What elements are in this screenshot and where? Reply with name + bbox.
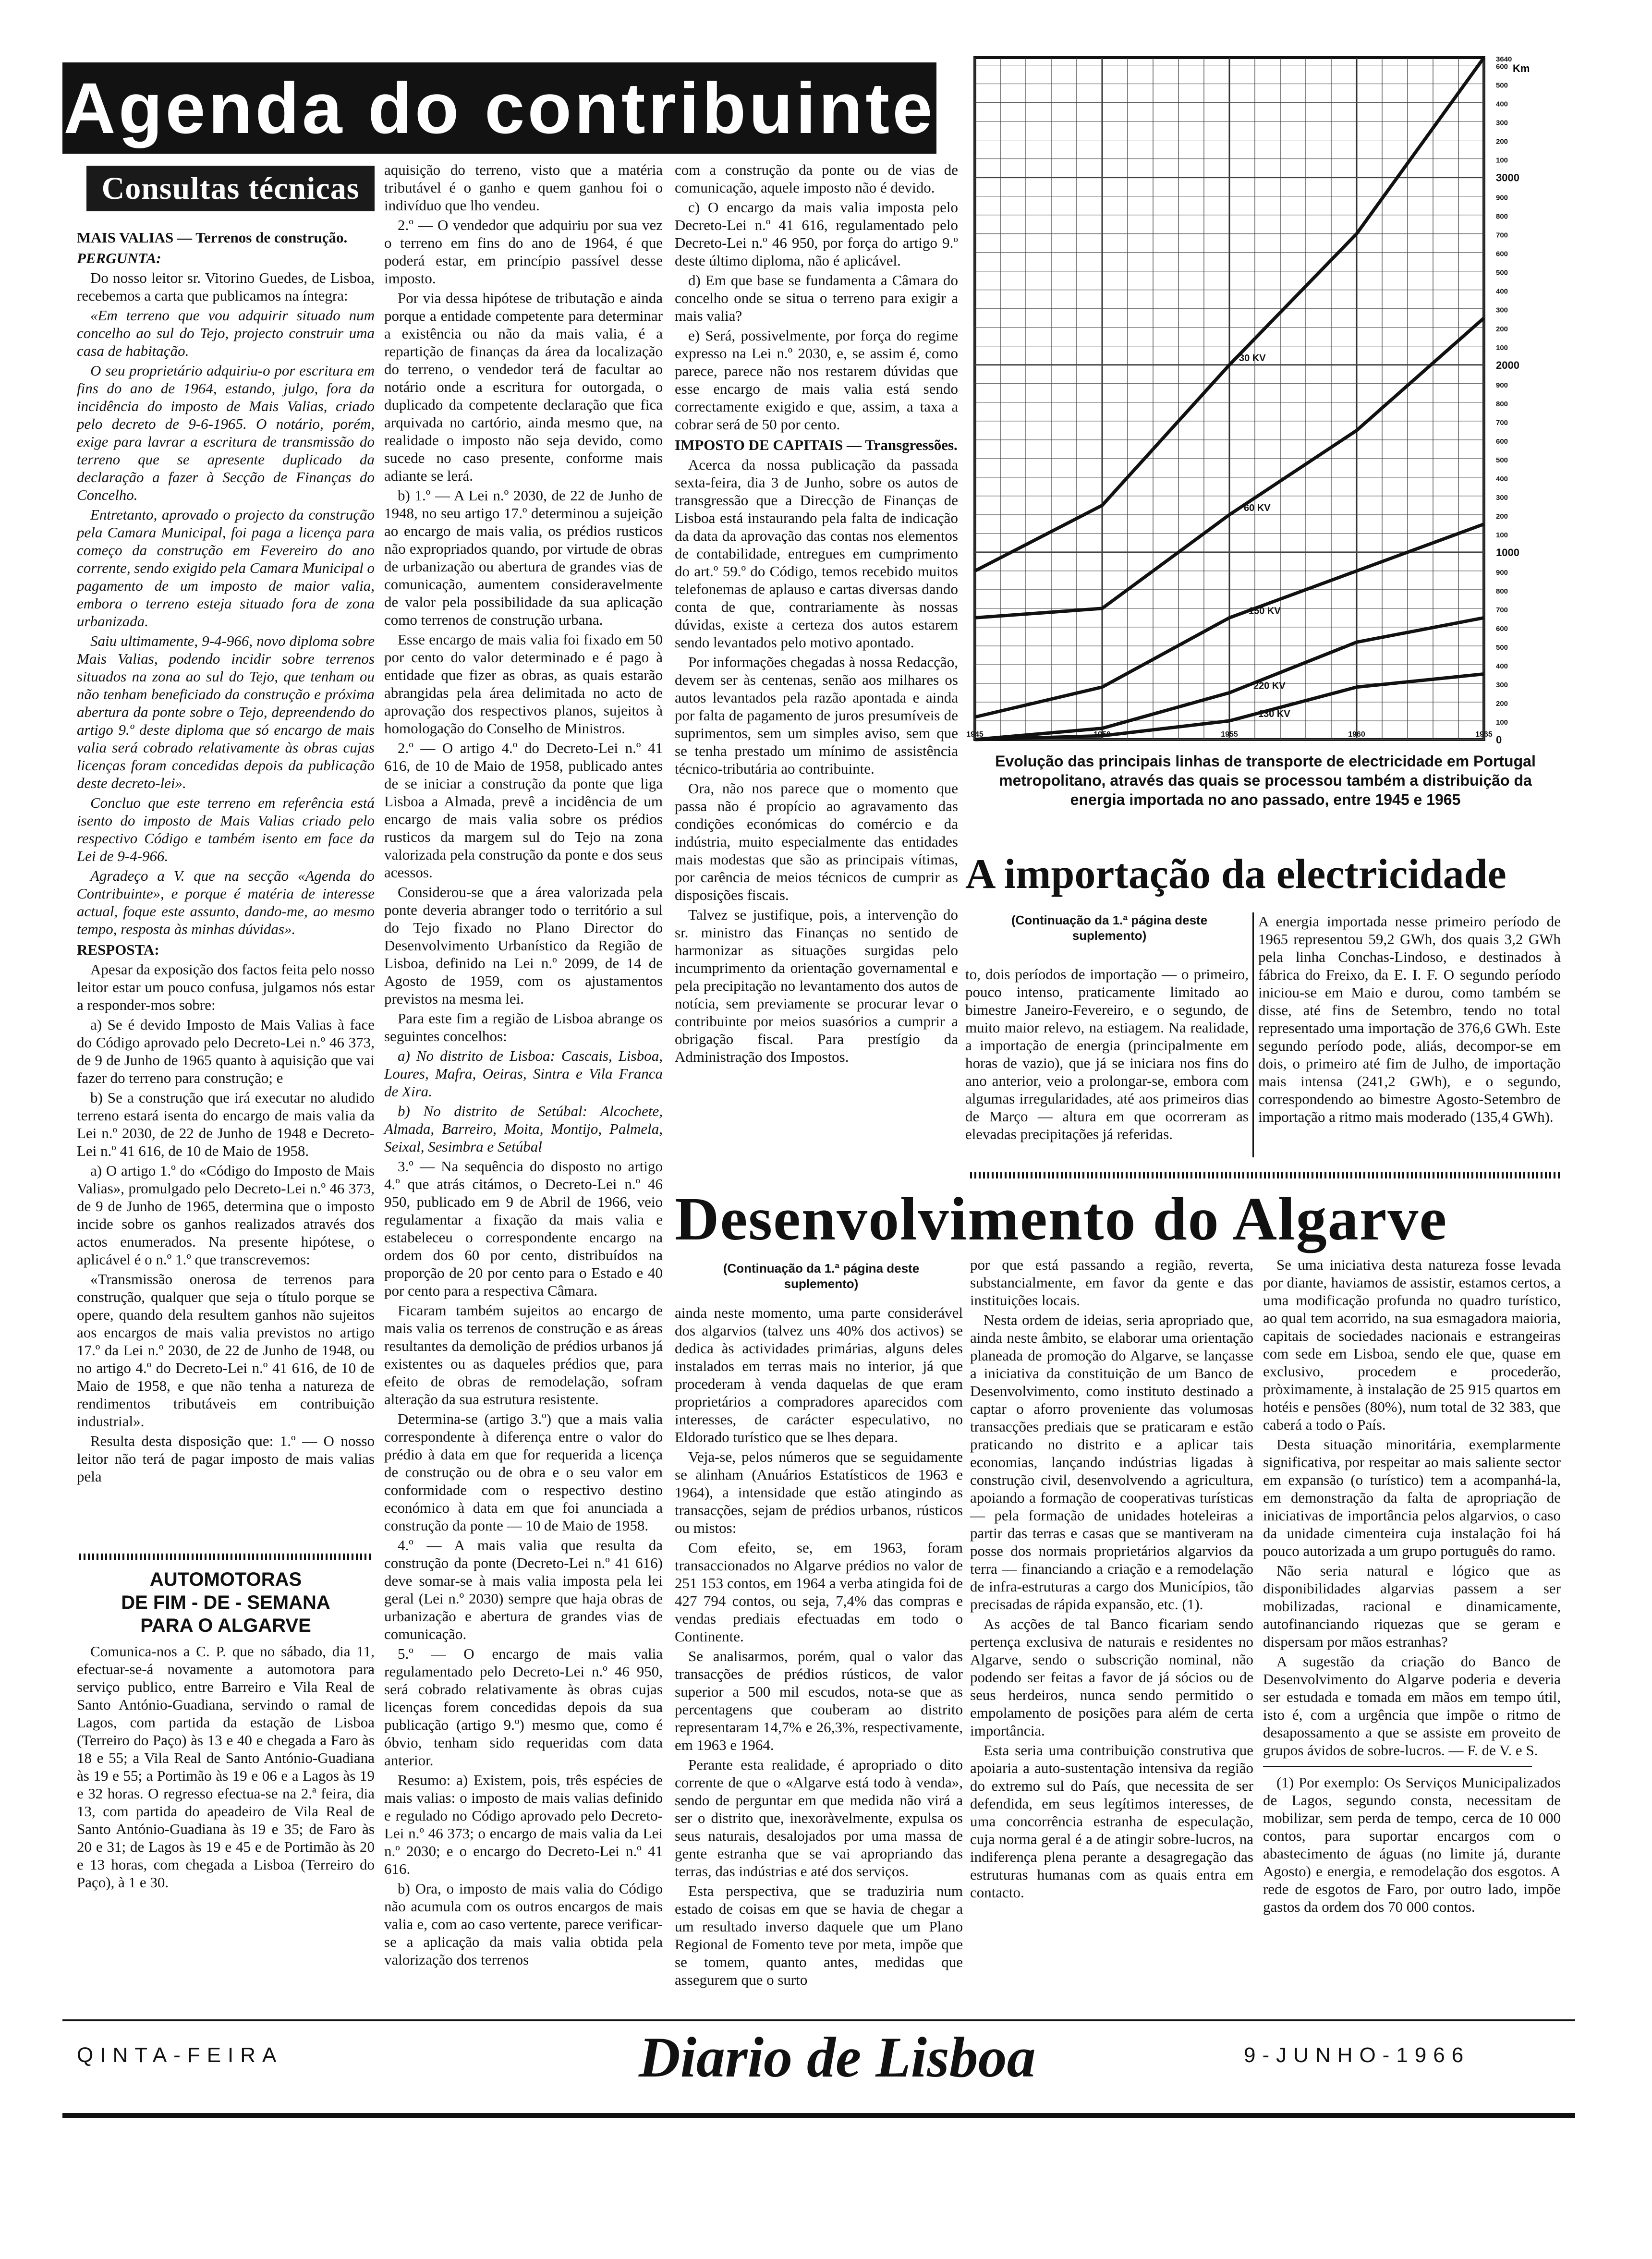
y-axis-label: Km bbox=[1513, 62, 1530, 74]
paragraph: Por via dessa hipótese de tributação e ainda porque a entidade competente para determinar a existência ou não da mais valia, é a repartição de finanças da área da localização do terreno, o vendedor terá de facultar ao notário onde a escritura for outorgada, o duplicado da competente declaração que fica arquivada no cartório, ainda mesmo que, na realidade o imposto não seja devido, como sucede no caso presente, conforme mais adiante se lerá. bbox=[384, 290, 663, 484]
y-tick-label: 2000 bbox=[1496, 359, 1519, 371]
article-separator bbox=[970, 1172, 1561, 1178]
paragraph: aquisição do terreno, visto que a matéria tributável é o ganho e quem ganhou foi o indivíduo que lho vendeu. bbox=[384, 161, 663, 214]
paragraph: Ora, não nos parece que o momento que passa não é propício ao agravamento das condições económicas do comércio e da indústria, muito especialmente das entidades mais modestas que são as principais vítimas, por carência de meios técnicos de cumprir as disposições fiscais. bbox=[675, 780, 958, 903]
y-tick-label: 100 bbox=[1496, 343, 1508, 352]
x-tick-label: 1955 bbox=[1221, 730, 1238, 739]
y-tick-label: 100 bbox=[1496, 156, 1508, 165]
y-tick-label: 200 bbox=[1496, 699, 1508, 708]
y-tick-label: 300 bbox=[1496, 680, 1508, 689]
answer-label: RESPOSTA: bbox=[77, 941, 159, 958]
y-tick-label: 900 bbox=[1496, 381, 1508, 389]
series-label: 30 KV bbox=[1239, 352, 1266, 364]
chart-caption: Evolução das principais linhas de transporte de electricidade em Portugal metropolitano, através das quais se processou também a distribuição da energia importada no ano passado, entre 1945 e 1965 bbox=[995, 753, 1536, 808]
y-tick-label: 600 bbox=[1496, 62, 1508, 71]
y-tick-labels bbox=[1496, 55, 1519, 746]
footer-top-rule bbox=[62, 2019, 1575, 2021]
paragraph: Por informações chegadas à nossa Redacção, devem ser às centenas, senão aos milhares os autos levantados pela razão apontada e ainda por falta de pagamento de juros presumíveis de suprimentos, sem um simples aviso, sem que se tenha prestado um mínimo de assistência técnico-tributária ao contribuinte. bbox=[675, 654, 958, 777]
y-tick-label: 600 bbox=[1496, 437, 1508, 446]
note-rule bbox=[1263, 1766, 1532, 1767]
y-tick-label: 1000 bbox=[1496, 546, 1519, 559]
paragraph: 4.º — A mais valia que resulta da construção da ponte (Decreto-Lei n.º 41 616) deve somar-se à mais valia imposta pela lei geral (Lei n.º 2030) sempre que haja obras de urbanização e abertura de grandes vias de comunicação. bbox=[384, 1537, 663, 1642]
paragraph: 2.º — O vendedor que adquiriu por sua vez o terreno em fins do ano de 1964, é que poderá estar, em princípio passível desse imposto. bbox=[384, 217, 663, 287]
y-tick-label: 200 bbox=[1496, 512, 1508, 521]
y-tick-label: 100 bbox=[1496, 531, 1508, 539]
y-tick-label: 600 bbox=[1496, 250, 1508, 258]
x-tick-label: 1950 bbox=[1093, 730, 1111, 739]
paragraph: Entretanto, aprovado o projecto da construção pela Camara Municipal, foi paga a licença para começo da construção em Fevereiro do ano corrente, sendo exigido pela Camara Municipal o pagamento de um imposto de maior valia, embora o terreno esteja situado fora de zona urbanizada. bbox=[77, 506, 375, 630]
paragraph: «Em terreno que vou adquirir situado num concelho ao sul do Tejo, projecto construir uma casa de habitação. bbox=[77, 307, 375, 359]
paragraph: Resumo: a) Existem, pois, três espécies de mais valias: o imposto de mais valias definido e regulado no Código aprovado pelo Decreto-Lei n.º 46 373; o encargo de mais valia da Lei n.º 2030; e o encargo do Decreto-Lei n.º 41 616. bbox=[384, 1772, 663, 1877]
y-tick-label: 700 bbox=[1496, 231, 1508, 240]
electricity-headline: A importação da electricidade bbox=[965, 851, 1506, 898]
topic-heading: IMPOSTO DE CAPITAIS — Transgressões. bbox=[675, 437, 958, 453]
paragraph: b) 1.º — A Lei n.º 2030, de 22 de Junho de 1948, no seu artigo 17.º determinou a sujeição ao encargo de mais valia, os prédios rusticos não expropriados quando, por virtude de obras de urbanização ou abertura de grandes vias de comunicação, aumentem consideravelmente de valor pela possibilidade da sua aplicação como terrenos de construção urbana. bbox=[384, 487, 663, 628]
automotoras-heading: AUTOMOTORAS DE FIM - DE - SEMANA PARA O ALGARVE bbox=[121, 1569, 330, 1636]
y-tick-label: 300 bbox=[1496, 306, 1508, 315]
y-tick-label: 300 bbox=[1496, 119, 1508, 127]
paragraph: Acerca da nossa publicação da passada sexta-feira, dia 3 de Junho, sobre os autos de transgressão que a Direcção de Finanças de Lisboa está instaurando pela falta de indicação da data da aprovação das contas nos elementos de contabilidade, entregues em cumprimento do art.º 59.º do Código, temos recebido muitos telefonemas de aplauso e cartas diversas dando conta de que, contrariamente às nossas dúvidas, existe a certeza dos autos estarem sendo levantados pelo motivo apontado. bbox=[675, 456, 958, 651]
topic-heading: MAIS VALIAS — Terrenos de construção. bbox=[77, 229, 348, 246]
y-tick-label: 0 bbox=[1496, 734, 1502, 746]
paragraph: 2.º — O artigo 4.º do Decreto-Lei n.º 41 616, de 10 de Maio de 1958, publicado antes de se iniciar a construção da ponte que liga Lisboa a Almada, prevê a incidência de um encargo de mais valia sobre os prédios rusticos da margem sul do Tejo na zona valorizada pela construção da ponte e dos seus acessos. bbox=[384, 740, 663, 881]
y-tick-label: 100 bbox=[1496, 718, 1508, 727]
question-label: PERGUNTA: bbox=[77, 250, 161, 267]
y-tick-label: 200 bbox=[1496, 325, 1508, 333]
paragraph: Para este fim a região de Lisboa abrange os seguintes concelhos: bbox=[384, 1010, 663, 1044]
y-tick-label: 400 bbox=[1496, 662, 1508, 670]
paragraph: b) No distrito de Setúbal: Alcochete, Almada, Barreiro, Moita, Montijo, Palmela, Seixal, Sesimbra e Setúbal bbox=[384, 1103, 663, 1155]
chart-grid bbox=[975, 58, 1484, 740]
paragraph: a) No distrito de Lisboa: Cascais, Lisboa, Loures, Mafra, Oeiras, Sintra e Vila Franca de Xira. bbox=[384, 1047, 663, 1100]
paragraph: 5.º — O encargo de mais valia regulamentado pelo Decreto-Lei n.º 46 950, será cobrado relativamente às obras cujas licenças forem concedidas depois da sua publicação (artigo 9.º) mesmo que, como é óbvio, tenham sido requeridas com data anterior. bbox=[384, 1645, 663, 1769]
section-label: Consultas técnicas bbox=[86, 166, 375, 211]
y-tick-label: 900 bbox=[1496, 194, 1508, 202]
paragraph: Saiu ultimamente, 9-4-966, novo diploma sobre Mais Valias, podendo incidir sobre terrenos situados na zona ao sul do Tejo, que tenham ou não tenham beneficiado da construção e próxima abertura da ponte sobre o Tejo, depreendendo do artigo 9.º deste diploma que só encargo de mais valia será cobrado relativamente às obras cujas licenças foram concedidas depois da publicação deste decreto-lei». bbox=[77, 632, 375, 791]
y-tick-label: 800 bbox=[1496, 212, 1508, 221]
algarve-col-2: por que está passando a região, reverta, substancialmente, em favor da gente e das instituições locais. Nesta ordem de ideias, seria apropriado que, ainda neste âmbito, se elaborar uma orientação planeada de promoção do Algarve, se lançasse a iniciativa da constituição de um Banco de Desenvolvimento, como instituto destinado a captar o aforro proveniente das volumosas transacções prediais que se praticaram e estão praticando no distrito e a aplicar tais economias, lançando indústrias ligadas à construção civil, desenvolvendo a agricultura, apoiando a formação de cooperativas turísticas — pela formação de unidades hoteleiras a partir das terras e casas que se mantiveram na posse dos normais proprietários algarvios da terra — financiando a criação e a remodelação de infra-estruturas a cargo dos Municípios, tão precisadas de rápida expansão, etc. (1). As acções de tal Banco ficariam sendo pertença exclusiva de naturais e residentes no Algarve, sendo o subscrição nominal, não podendo ser feitas a favor de já sócios ou de seus herdeiros, nunca sendo permitido o empolamento de posições para além de certa importância. Esta seria uma contribuição construtiva que apoiaria a auto-sustentação intensiva da região do extremo sul do País, que necessita de ser defendida, em seus legítimos interesses, de uma concorrência estranha de especulação, cuja norma geral é a de atingir sobre-lucros, na indiferença plena perante a desagregação das estruturas humanas com as quais entra em contacto. bbox=[970, 1256, 1253, 1901]
electricity-lines-chart bbox=[966, 53, 1566, 746]
x-tick-label: 1965 bbox=[1475, 730, 1493, 739]
footnote: (1) Por exemplo: Os Serviços Municipalizados de Lagos, segundo consta, necessitam de mobilizar, sem perda de tempo, cerca de 10 000 contos, para suportar encargos com o abastecimento de águas (no limite já, durante Agosto) e energia, e remodelação dos esgotos. A rede de esgotos de Faro, por outro lado, impõe gastos da ordem dos 70 000 contos. bbox=[1263, 1774, 1561, 1915]
paragraph: O seu proprietário adquiriu-o por escritura em fins do ano de 1964, estando, julgo, fora da incidência do imposto de Mais Valias, criado pelo decreto de 9-6-1965. O notário, porém, exige para lavrar a escritura de transmissão do terreno que se apresente duplicado da declaração a fazer à Secção de Finanças do Concelho. bbox=[77, 362, 375, 503]
y-tick-label: 500 bbox=[1496, 456, 1508, 464]
paragraph: d) Em que base se fundamenta a Câmara do concelho onde se situa o terreno para exigir a mais valia? bbox=[675, 272, 958, 324]
algarve-col-3: Se uma iniciativa desta natureza fosse levada por diante, haviamos de assistir, estamos certos, a uma modificação profunda no quadro turístico, ao qual tem acorrido, na sua esmagadora maioria, capitais de sociedades nacionais e estrangeiras com sede em Lisboa, sendo ele que, quase em exclusivo, procedem e procederão, pròximamente, à instalação de 25 915 quartos em hotéis e pensões (80%), num total de 32 383, que caberá a todo o País. Desta situação minoritária, exemplarmente significativa, por respeitar ao mais saliente sector em expansão (o turístico) tem a acompanhá-la, em demonstração da falta de apropriação de iniciativas de importância pelos algarvios, o caso da unidade cimenteira cuja instalação foi há pouco autorizada a um grupo português do ramo. Não seria natural e lógico que as disponibilidades algarvias passem a ser mobilizadas, racional e dinamicamente, autofinanciando riquezas que se geram e dispersam por mãos estranhas? A sugestão da criação do Banco de Desenvolvimento do Algarve poderia e deveria ser estudada e tomada em mãos em tempo útil, isto é, com a urgência que impõe o ritmo de desapossamento a que se assiste em proveito de grupos ávidos de sobre-lucros. — F. de V. e S. (1) Por exemplo: Os Serviços Municipalizados de Lagos, segundo consta, necessitam de mobilizar, sem perda de tempo, cerca de 10 000 contos, para suportar encargos com o abastecimento de águas (no limite já, durante Agosto) e energia, e remodelação dos esgotos. A rede de esgotos de Faro, por outro lado, impõe gastos da ordem dos 70 000 contos. bbox=[1263, 1256, 1561, 1915]
electricity-col-2: A energia importada nesse primeiro período de 1965 representou 59,2 GWh, dos quais 3,2 GWh pela linha Conchas-Lindoso, e destinados à fábrica do Freixo, da E. I. F. O segundo período iniciou-se em Maio e durou, como também se disse, até fins de Setembro, tendo no total representado uma importação de 376,6 GWh. Este segundo período pode, aliás, decompor-se em dois, o primeiro até fim de Julho, de importação mais intensa (241,2 GWh), e o segundo, correspondendo ao bimestre Agosto-Setembro de importação a ritmo mais moderado (135,4 GWh). bbox=[1258, 913, 1561, 1125]
y-tick-label: 400 bbox=[1496, 474, 1508, 483]
y-tick-label: 900 bbox=[1496, 568, 1508, 577]
column-1 bbox=[77, 226, 375, 1546]
algarve-headline: Desenvolvimento do Algarve bbox=[675, 1185, 1448, 1253]
paragraph: Determina-se (artigo 3.º) que a mais valia correspondente à diferença entre o valor do prédio à data em que for requerida a licença de construção ou de obra e o seu valor em conformidade com o respectivo destino económico à data em que foi anunciada a construção da ponte — 10 de Maio de 1958. bbox=[384, 1410, 663, 1534]
paragraph: Concluo que este terreno em referência está isento do imposto de Mais Valias criado pelo respectivo Código e também isento em face da Lei de 9-4-966. bbox=[77, 794, 375, 864]
series-label: 220 KV bbox=[1253, 680, 1286, 692]
paragraph: Considerou-se que a área valorizada pela ponte deveria abranger todo o território a sul do Tejo fixado no Plano Director do Desenvolvimento Urbanístico da Região de Lisboa, definido na Lei n.º 2099, de 14 de Agosto de 1959, com os ajustamentos previstos na mesma lei. bbox=[384, 884, 663, 1007]
y-tick-label: 700 bbox=[1496, 606, 1508, 614]
x-tick-label: 1945 bbox=[966, 730, 984, 739]
electricity-col-1: to, dois períodos de importação — o primeiro, pouco intenso, praticamente limitado ao bimestre Janeiro-Fevereiro, e o segundo, de muito maior relevo, na estiagem. Na realidade, a importação de energia (principalmente em horas de vazio), que já se iniciara nos fins do ano anterior, veio a prolongar-se, embora com algumas irregularidades, até aos primeiros dias de Março — altura em que ocorreram as elevadas precipitações já referidas. bbox=[965, 966, 1249, 1142]
continuation-note: (Continuação da 1.ª página deste suplemento) bbox=[723, 1261, 920, 1291]
paragraph: Apesar da exposição dos factos feita pelo nosso leitor estar um pouco confusa, julgamos nós estar a responder-mos sobre: bbox=[77, 961, 375, 1013]
paragraph: Esse encargo de mais valia foi fixado em 50 por cento do valor determinado e é pago à entidade que fizer as obras, as quais estarão abrangidas pela área delimitada no acto de aprovação dos respectivos planos, sujeitos à homologação do Conselho de Ministros. bbox=[384, 631, 663, 737]
paragraph: e) Será, possivelmente, por força do regime expresso na Lei n.º 2030, e, se assim é, como parece, parece não nos restarem dúvidas que esse encargo de mais valia está sendo correctamente exigido e que, assim, a taxa a cobrar será de 50 por cento. bbox=[675, 327, 958, 433]
paragraph: b) Ora, o imposto de mais valia do Código não acumula com os outros encargos de mais valia e, com ao caso vertente, parece verificar-se a aplicação da mais valia obtida pela valorização dos terrenos bbox=[384, 1880, 663, 1968]
y-tick-label: 3000 bbox=[1496, 171, 1519, 184]
paragraph: com a construção da ponte ou de vias de comunicação, aquele imposto não é devido. bbox=[675, 161, 958, 196]
x-tick-label: 1960 bbox=[1348, 730, 1365, 739]
continuation-note: (Continuação da 1.ª página deste suplemento) bbox=[1011, 913, 1208, 943]
paragraph: a) Se é devido Imposto de Mais Valias à face do Código aprovado pelo Decreto-Lei n.º 46 373, de 9 de Junho de 1965 quanto à aquisição que vai fazer do terreno para construção; e bbox=[77, 1016, 375, 1086]
paragraph: a) O artigo 1.º do «Código do Imposto de Mais Valias», promulgado pelo Decreto-Lei n.º 46 373, de 9 de Junho de 1965, determina que o imposto incide sobre os ganhos realizados através dos actos enumerados. Na presente hipótese, o aplicável é o n.º 1.º que transcrevemos: bbox=[77, 1162, 375, 1268]
series-label: 60 KV bbox=[1244, 502, 1271, 513]
footer-day: QINTA-FEIRA bbox=[77, 2043, 283, 2067]
column-2 bbox=[384, 161, 663, 2010]
y-tick-label: 600 bbox=[1496, 624, 1508, 633]
masthead-logo: Diario de Lisboa bbox=[639, 2025, 1036, 2089]
paragraph: Resulta desta disposição que: 1.º — O nosso leitor não terá de pagar imposto de mais valias pela bbox=[77, 1433, 375, 1485]
y-tick-label: 500 bbox=[1496, 81, 1508, 90]
paragraph: Do nosso leitor sr. Vitorino Guedes, de Lisboa, recebemos a carta que publicamos na íntegra: bbox=[77, 269, 375, 304]
y-tick-label: 3640 bbox=[1496, 55, 1512, 63]
section-banner: Agenda do contribuinte bbox=[62, 62, 936, 154]
series-label: 130 KV bbox=[1258, 708, 1290, 719]
y-tick-label: 500 bbox=[1496, 268, 1508, 277]
algarve-col-1: ainda neste momento, uma parte considerável dos algarvios (talvez uns 40% dos activos) se dedica às actividades primárias, alguns deles instalados em terras mais no interior, já que procederam à venda daquelas de que eram proprietários a compradores aparecidos com interesses, de carácter especulativo, no Eldorado turístico que se lhes depara. Veja-se, pelos números que se seguidamente se alinham (Anuários Estatísticos de 1963 e 1964), a intensidade que estão atingindo as transacções, sejam de prédios urbanos, rústicos ou mistos: Com efeito, se, em 1963, foram transaccionados no Algarve prédios no valor de 251 153 contos, em 1964 a verba atingida foi de 427 794 contos, ou seja, 7,4% das compras e vendas prediais efectuadas em todo o Continente. Se analisarmos, porém, qual o valor das transacções de prédios rústicos, de valor superior a 500 mil escudos, nota-se que as percentagens que couberam ao distrito representaram 14,7% e 26,3%, respectivamente, em 1963 e 1964. Perante esta realidade, é apropriado o dito corrente de que o «Algarve está todo à venda», sendo de perguntar em que medida não virá a ser o distrito que, inexoràvelmente, expulsa os seus naturais, desalojados por uma massa de gente estranha que se vai apropriando das terras, das indústrias e até dos serviços. Esta perspectiva, que se traduziria num estado de coisas em que se havia de chegar a um resultado inverso daquele que um Plano Regional de Fomento teve por meta, impõe que se tomem, quanto antes, medidas que assegurem que o surto bbox=[675, 1304, 963, 1988]
paragraph: «Transmissão onerosa de terrenos para construção, qualquer que seja o título porque se opere, quando dela resultem ganhos não sujeitos aos encargos de mais valia previstos no artigo 17.º da Lei n.º 2030, de 22 de Junho de 1948, ou no artigo 4.º do Decreto-Lei n.º 41 616, de 10 de Maio de 1958, e que não tenha a natureza de rendimentos tributáveis em contribuição industrial». bbox=[77, 1271, 375, 1430]
series-label: 150 KV bbox=[1249, 606, 1281, 617]
paragraph: Talvez se justifique, pois, a intervenção do sr. ministro das Finanças no sentido de harmonizar as situações surgidas pelo incumprimento da orientação governamental e pela precipitação no levantamento dos autos de notícia, sem previamente se procurar levar o contribuinte por meios suasórios a cumprir a obrigação fiscal. Para prestígio da Administração dos Impostos. bbox=[675, 906, 958, 1065]
paragraph: c) O encargo da mais valia imposta pelo Decreto-Lei n.º 41 616, regulamentado pelo Decreto-Lei n.º 46 950, por força do artigo 9.º deste último diploma, não é aplicável. bbox=[675, 199, 958, 269]
y-tick-label: 800 bbox=[1496, 400, 1508, 408]
y-tick-label: 700 bbox=[1496, 418, 1508, 427]
column-3 bbox=[675, 161, 958, 1160]
automotoras-body: Comunica-nos a C. P. que no sábado, dia 11, efectuar-se-á novamente a automotora para serviço publico, entre Barreiro e Vila Real de Santo António-Guadiana, servindo o ramal de Lagos, com partida da estação de Lisboa (Terreiro do Paço) às 13 e 40 e chegada a Faro às 18 e 55; a Vila Real de Santo António-Guadiana às 19 e 55; a Portimão às 19 e 06 e a Lagos às 19 e 32 horas. O regresso efectua-se na 2.ª feira, dia 13, com partida do apeadeiro de Vila Real de Santo António-Guadiana às 19 e 35; de Faro às 20 e 31; de Lagos às 19 e 45 e de Portimão às 20 e 13 horas, com chegada a Lisboa (Terreiro do Paço), à 1 e 30. bbox=[77, 1643, 375, 1891]
y-tick-label: 500 bbox=[1496, 643, 1508, 652]
y-tick-label: 200 bbox=[1496, 137, 1508, 146]
y-tick-label: 400 bbox=[1496, 100, 1508, 109]
footer-bottom-rule bbox=[62, 2113, 1575, 2118]
column-separator bbox=[79, 1554, 372, 1560]
footer-date: 9-JUNHO-1966 bbox=[1244, 2043, 1470, 2067]
paragraph: b) Se a construção que irá executar no aludido terreno estará isenta do encargo de mais valia da Lei n.º 2030, de 22 de Junho de 1948 e Decreto-Lei n.º 41 616, de 10 de Maio de 1958. bbox=[77, 1089, 375, 1159]
y-tick-label: 800 bbox=[1496, 587, 1508, 595]
paragraph: 3.º — Na sequência do disposto no artigo 4.º que atrás citámos, o Decreto-Lei n.º 46 950, publicado em 9 de Abril de 1966, veio regulamentar a fixação da mais valia e estabeleceu o correspondente encargo na ordem dos 60 por cento, distribuídos na proporção de 20 por cento para o Estado e 40 por cento para a respectiva Câmara. bbox=[384, 1158, 663, 1299]
y-tick-label: 300 bbox=[1496, 493, 1508, 502]
paragraph: Agradeço a V. que na secção «Agenda do Contribuinte», e porque é matéria de interesse actual, foque este assunto, dando-me, ao mesmo tempo, resposta às minhas dúvidas». bbox=[77, 867, 375, 937]
y-tick-label: 400 bbox=[1496, 287, 1508, 296]
paragraph: Ficaram também sujeitos ao encargo de mais valia os terrenos de construção e as áreas resultantes da demolição de prédios urbanos já existentes ou as daqueles prédios que, para efeito de obras de remodelação, sofram alteração da sua estrutura resistente. bbox=[384, 1302, 663, 1408]
column-rule bbox=[1252, 912, 1254, 1157]
